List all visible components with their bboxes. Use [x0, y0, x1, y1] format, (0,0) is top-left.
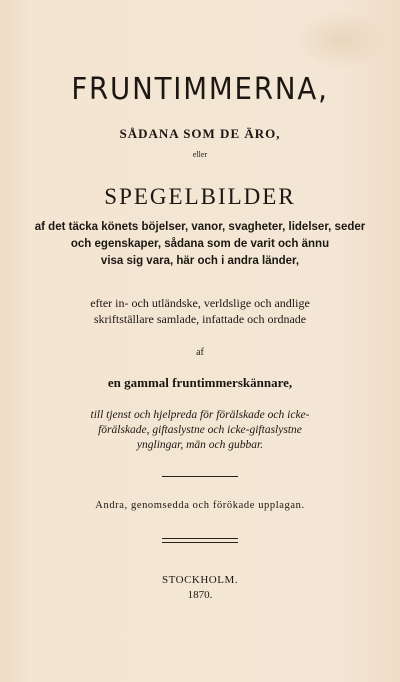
sources-line: skriftställare samlade, infattade och ordnade: [93, 312, 307, 326]
description-line: af det täcka könets böjelser, vanor, svagheter, lidelser, seder: [34, 221, 366, 233]
dedication-line: förälskade, giftaslystne och icke-giftaslystne: [98, 424, 302, 436]
divider-rule: [162, 476, 238, 477]
main-heading: SPEGELBILDER: [104, 184, 296, 209]
dedication-line: till tjenst och hjelpreda för förälskade och icke-: [90, 409, 310, 421]
book-subtitle: SÅDANA SOM DE ÄRO,: [119, 126, 281, 141]
dedication-line: ynglingar, män och gubbar.: [136, 439, 264, 451]
book-title: FRUNTIMMERNA,: [71, 72, 329, 107]
description-line: och egenskaper, sådana som de varit och ännu: [70, 238, 330, 250]
edition-text: Andra, genomsedda och förökade upplagan.: [95, 500, 305, 511]
double-rule-bottom: [162, 542, 238, 543]
description-line: visa sig vara, här och i andra länder,: [100, 255, 300, 267]
paper-stain: [296, 10, 386, 70]
double-rule-top: [162, 538, 238, 539]
imprint-city: STOCKHOLM.: [161, 574, 238, 586]
by-text: af: [196, 347, 204, 358]
author-text: en gammal fruntimmerskännare,: [107, 375, 293, 390]
sources-line: efter in- och utländske, verldslige och andlige: [90, 296, 310, 310]
imprint-year: 1870.: [187, 589, 213, 601]
conjunction-text: eller: [192, 150, 208, 159]
